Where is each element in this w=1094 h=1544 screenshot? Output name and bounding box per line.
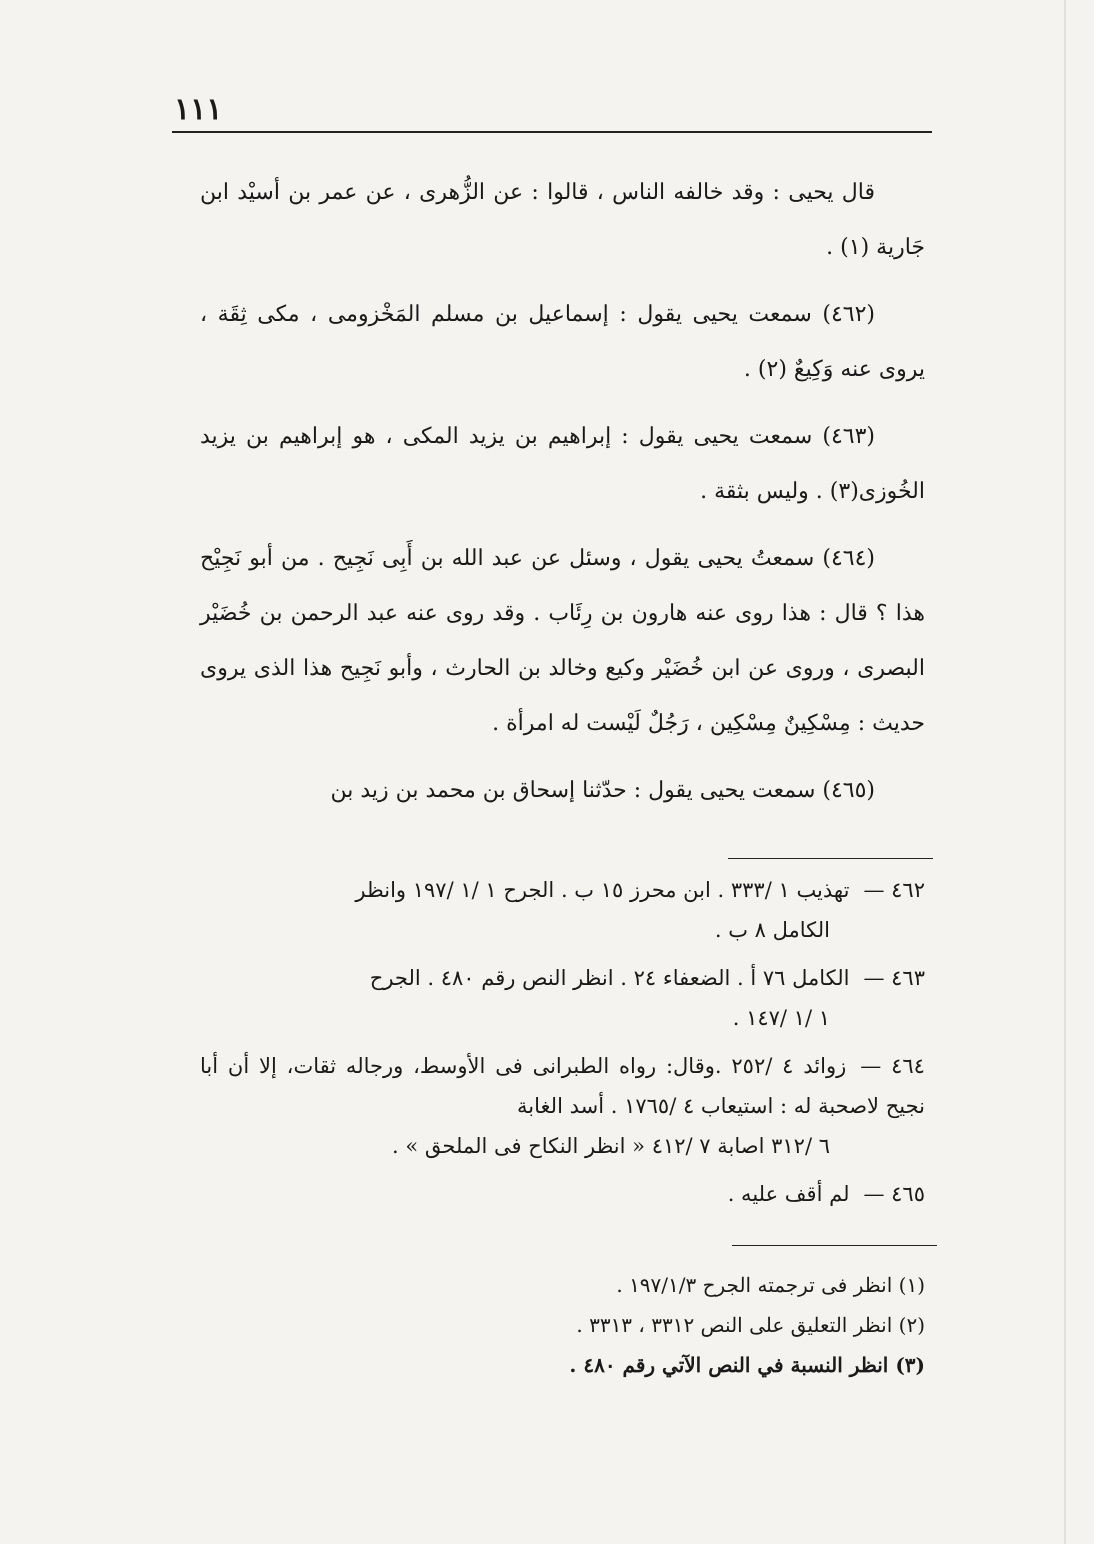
note-number: ٤٦٤ — bbox=[860, 1054, 925, 1078]
footnotes-separator bbox=[732, 1245, 937, 1246]
paragraph-0: قال يحيى : وقد خالفه الناس ، قالوا : عن الزُّهرى ، عن عمر بن أسيْد ابن جَارية (١) . bbox=[200, 180, 925, 260]
note-continuation: ٦ /٣١٢ اصابة ٧ /٤١٢ « انظر النكاح فى الملحق » . bbox=[392, 1134, 830, 1158]
header-rule bbox=[172, 131, 932, 133]
page-number: ١١١ bbox=[174, 92, 223, 127]
footnote-3: (٣) انظر النسبة في النص الآتي رقم ٤٨٠ . bbox=[569, 1353, 925, 1377]
footnotes bbox=[440, 1265, 925, 1385]
footnote-2: (٢) انظر التعليق على النص ٣٣١٢ ، ٣٣١٣ . bbox=[576, 1313, 925, 1337]
note-463 bbox=[200, 958, 925, 1038]
note-464 bbox=[200, 1046, 925, 1166]
note-continuation: الكامل ٨ ب . bbox=[714, 918, 830, 942]
note-text: تهذيب ١ /٣٣٣ . ابن محرز ١٥ ب . الجرح ١ /١ /١٩٧ وانظر bbox=[355, 878, 850, 902]
note-text: الكامل ٧٦ أ . الضعفاء ٢٤ . انظر النص رقم ٤٨٠ . الجرح bbox=[369, 966, 850, 990]
note-number: ٤٦٣ — bbox=[863, 966, 925, 990]
footnote-1: (١) انظر فى ترجمته الجرح ١٩٧/١/٣ . bbox=[616, 1273, 925, 1297]
page-spine-shadow bbox=[1064, 0, 1066, 1544]
notes-separator bbox=[728, 858, 933, 859]
note-number: ٤٦٢ — bbox=[863, 878, 925, 902]
note-number: ٤٦٥ — bbox=[863, 1182, 925, 1206]
paragraph-465: (٤٦٥) سمعت يحيى يقول : حدّثنا إسحاق بن محمد بن زيد بن bbox=[330, 778, 875, 803]
note-465 bbox=[200, 1174, 925, 1214]
paragraph-462: (٤٦٢) سمعت يحيى يقول : إسماعيل بن مسلم المَخْزومى ، مكى ثِقَة ، يروى عنه وَكِيعٌ (٢) . bbox=[200, 302, 925, 382]
note-text: لم أقف عليه . bbox=[727, 1182, 850, 1206]
main-text bbox=[200, 165, 925, 830]
note-continuation: ١ /١ /١٤٧ . bbox=[732, 1006, 830, 1030]
paragraph-464: (٤٦٤) سمعتُ يحيى يقول ، وسئل عن عبد الله بن أَبِى نَجِيح . من أبو نَجِيْح هذا ؟ قال : هذا روى عنه هارون بن رِئَاب . وقد روى عنه عبد الرحمن بن خُضَيْر البصرى ، وروى عن ابن خُضَيْر وكيع وخالد بن الحارث ، وأبو نَجِيح هذا الذى يروى حديث : مِسْكِينٌ مِسْكِين ، رَجُلٌ لَيْست له امرأة . bbox=[200, 546, 925, 736]
paragraph-463: (٤٦٣) سمعت يحيى يقول : إبراهيم بن يزيد المكى ، هو إبراهيم بن يزيد الخُوزى(٣) . وليس بثقة . bbox=[200, 424, 925, 504]
note-462 bbox=[200, 870, 925, 950]
note-text: زوائد ٤ /٢٥٢ .وقال: رواه الطبرانى فى الأوسط، ورجاله ثقات، إلا أن أبا نجيح لاصحبة له : استيعاب ٤ /١٧٦٥ . أسد الغابة bbox=[200, 1054, 925, 1118]
source-notes bbox=[200, 870, 925, 1222]
